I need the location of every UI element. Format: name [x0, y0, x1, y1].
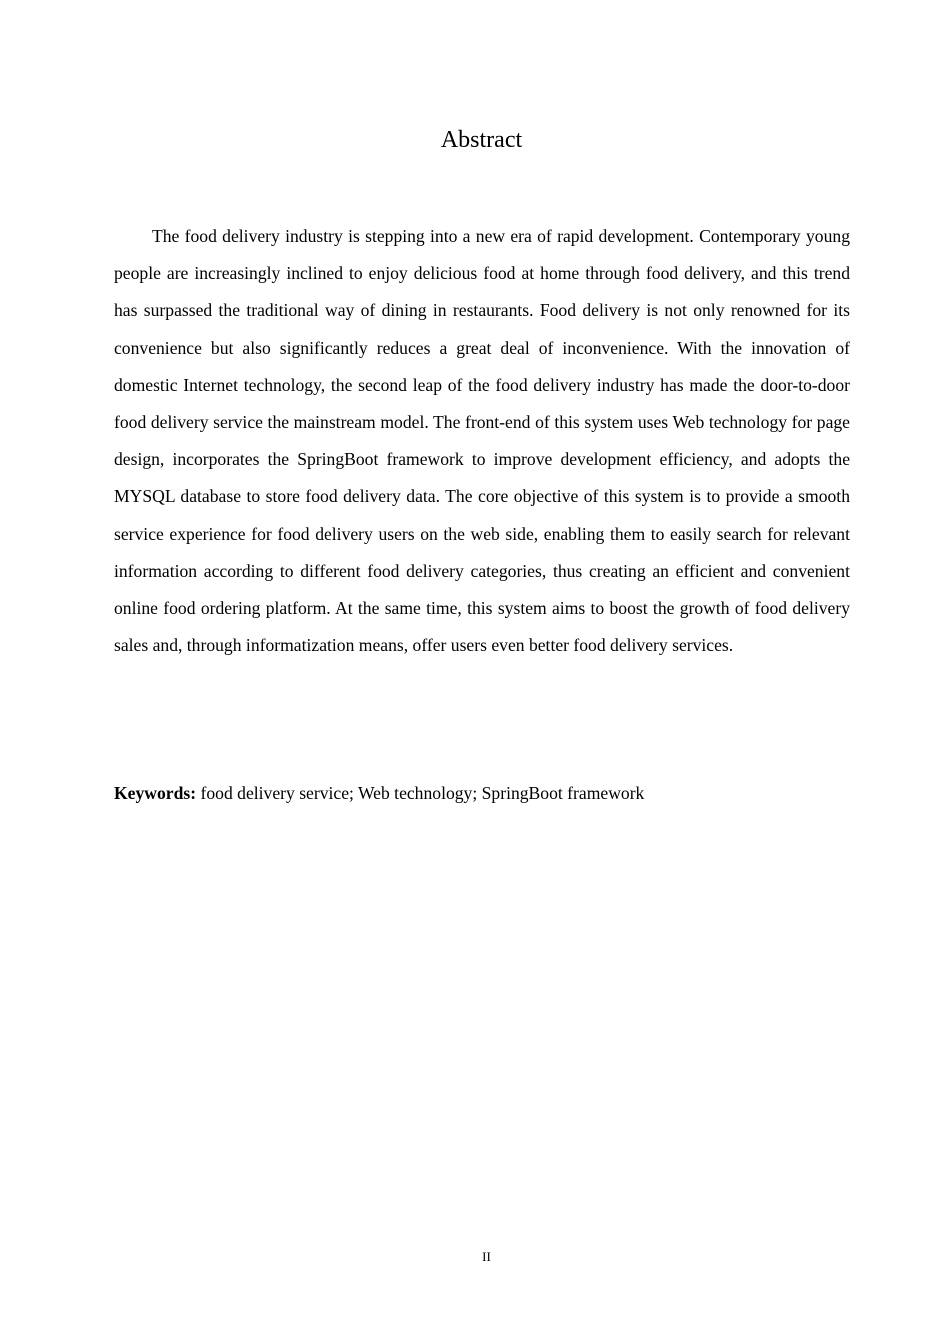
keywords-text: food delivery service; Web technology; SpringBoot framework	[200, 783, 645, 803]
abstract-paragraph: The food delivery industry is stepping into a new era of rapid development. Contemporary young people are increasingly inclined to enjoy delicious food at home through food delivery, and this trend has surpassed the traditional way of dining in restaurants. Food delivery is not only renowned for its convenience but also significantly reduces a great deal of inconvenience. With the innovation of domestic Internet technology, the second leap of the food delivery industry has made the door-to-door food delivery service the mainstream model. The front-end of this system uses Web technology for page design, incorporates the SpringBoot framework to improve development efficiency, and adopts the MYSQL database to store food delivery data. The core objective of this system is to provide a smooth service experience for food delivery users on the web side, enabling them to easily search for relevant information according to different food delivery categories, thus creating an efficient and convenient online food ordering platform. At the same time, this system aims to boost the growth of food delivery sales and, through informatization means, offer users even better food delivery services.	[114, 226, 850, 656]
keywords-label: Keywords:	[114, 783, 197, 803]
page-title: Abstract	[440, 127, 523, 153]
keywords-line	[114, 777, 850, 809]
page-number: II	[482, 1249, 491, 1264]
